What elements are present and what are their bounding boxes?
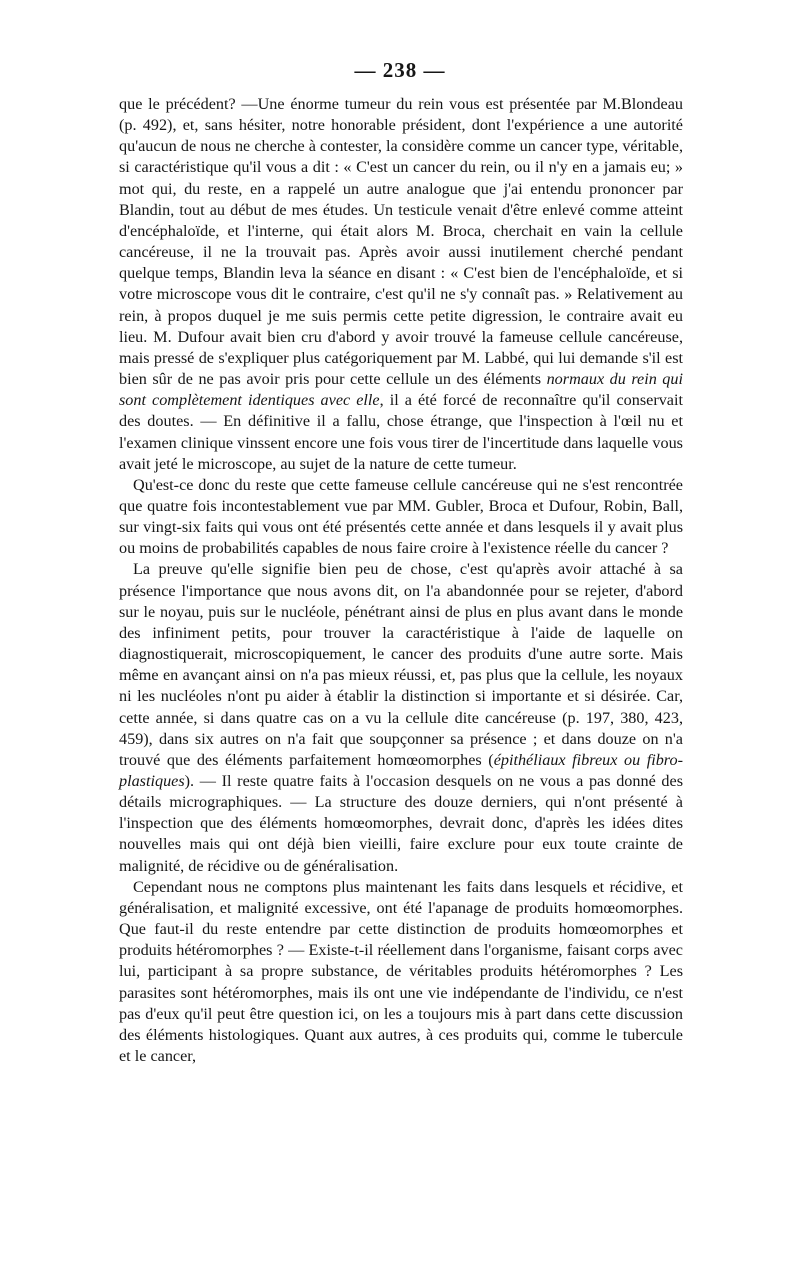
italic-text: épithéliaux fibreux ou fibro-plastiques <box>119 750 683 790</box>
text-run: , il a été forcé de reconnaître qu'il conservait des doutes. — En définitive il a fallu, chose étrange, que l'inspection à l'œil nu et l'examen clinique vinssent encore une fois vous tirer de l'incertitude dans laquelle vous avait jeté le microscope, au sujet de la nature de cette tumeur. <box>119 391 683 473</box>
page-number: — 238 — <box>354 58 446 82</box>
text-run: Cependant nous ne comptons plus maintenant les faits dans lesquels et récidive, et généralisation, et malignité excessive, ont été l'apanage de produits homœomorphes. Que faut-il du reste entendre par cette distinction de produits homœomorphes et produits hétéromorphes ? — Existe-t-il réellement dans l'organisme, faisant corps avec lui, participant à sa propre substance, de véritables produits hétéromorphes ? Les parasites sont hétéromorphes, mais ils ont une vie indépendante de l'individu, ce n'est pas d'eux qu'il peut être question ici, on les a toujours mis à part dans cette discussion des éléments histologiques. Quant aux autres, à ces produits qui, comme le tubercule et le cancer, <box>119 877 683 1066</box>
italic-text: normaux du rein qui sont complètement identiques avec elle <box>119 370 683 410</box>
paragraph <box>119 475 683 560</box>
paragraph <box>119 559 683 876</box>
text-run: La preuve qu'elle signifie bien peu de chose, c'est qu'après avoir attaché à sa présence l'importance que nous avons dit, on l'a abandonnée pour se rejeter, d'abord sur le noyau, puis sur le nucléole, pénétrant ainsi de plus en plus avant dans le monde des infiniment petits, pour trouver la caractéristique à l'aide de laquelle on diagnostiquerait, microscopiquement, le cancer des produits d'une autre sorte. Mais même en avançant ainsi on n'a pas mieux réussi, et, pas plus que la cellule, les noyaux ni les nucléoles n'ont pu aider à établir la distinction si importante et si désirée. Car, cette année, si dans quatre cas on a vu la cellule dite cancéreuse (p. 197, 380, 423, 459), dans six autres on n'a fait que soupçonner sa présence ; et dans douze on n'a trouvé que des éléments parfaitement homœomorphes ( <box>119 560 683 769</box>
text-run: ). — Il reste quatre faits à l'occasion desquels on ne vous a pas donné des détails micrographiques. — La structure des douze derniers, qui n'ont présenté à l'inspection que des éléments homœomorphes, devrait donc, d'après les idées dites nouvelles mais qui ont déjà bien vieilli, faire exclure pour eux toute crainte de malignité, de récidive ou de généralisation. <box>119 772 683 875</box>
body-text <box>119 94 683 1067</box>
text-run: Qu'est-ce donc du reste que cette fameuse cellule cancéreuse qui ne s'est rencontrée que quatre fois incontestablement vue par MM. Gubler, Broca et Dufour, Robin, Ball, sur vingt-six faits qui vous ont été présentés cette année et dans lesquels il y avait plus ou moins de probabilités capables de nous faire croire à l'existence réelle du cancer ? <box>119 475 683 558</box>
text-run: que le précédent? —Une énorme tumeur du rein vous est présentée par M.Blondeau (p. 492), et, sans hésiter, notre honorable président, dont l'expérience a une autorité qu'aucun de nous ne cherche à contester, la considère comme un cancer type, véritable, si caractéristique qu'il vous a dit : « C'est un cancer du rein, ou il n'y en a jamais eu; » mot qui, du reste, en a rappelé un autre analogue que j'ai entendu prononcer par Blandin, tout au début de mes études. Un testicule venait d'être enlevé comme atteint d'encéphaloïde, et l'interne, qui était alors M. Broca, cherchait en vain la cellule cancéreuse, il ne la trouvait pas. Après avoir aussi inutilement cherché pendant quelque temps, Blandin leva la séance en disant : « C'est bien de l'encéphaloïde, et si votre microscope vous dit le contraire, c'est qu'il ne s'y connaît pas. » Relativement au rein, à propos duquel je me suis permis cette petite digression, le contraire avait eu lieu. M. Dufour avait bien cru d'abord y avoir trouvé la fameuse cellule cancéreuse, mais pressé de s'expliquer plus catégoriquement par M. Labbé, qui lui demande s'il est bien sûr de ne pas avoir pris pour cette cellule un des éléments <box>119 95 683 389</box>
paragraph <box>119 877 683 1067</box>
paragraph <box>119 94 683 475</box>
